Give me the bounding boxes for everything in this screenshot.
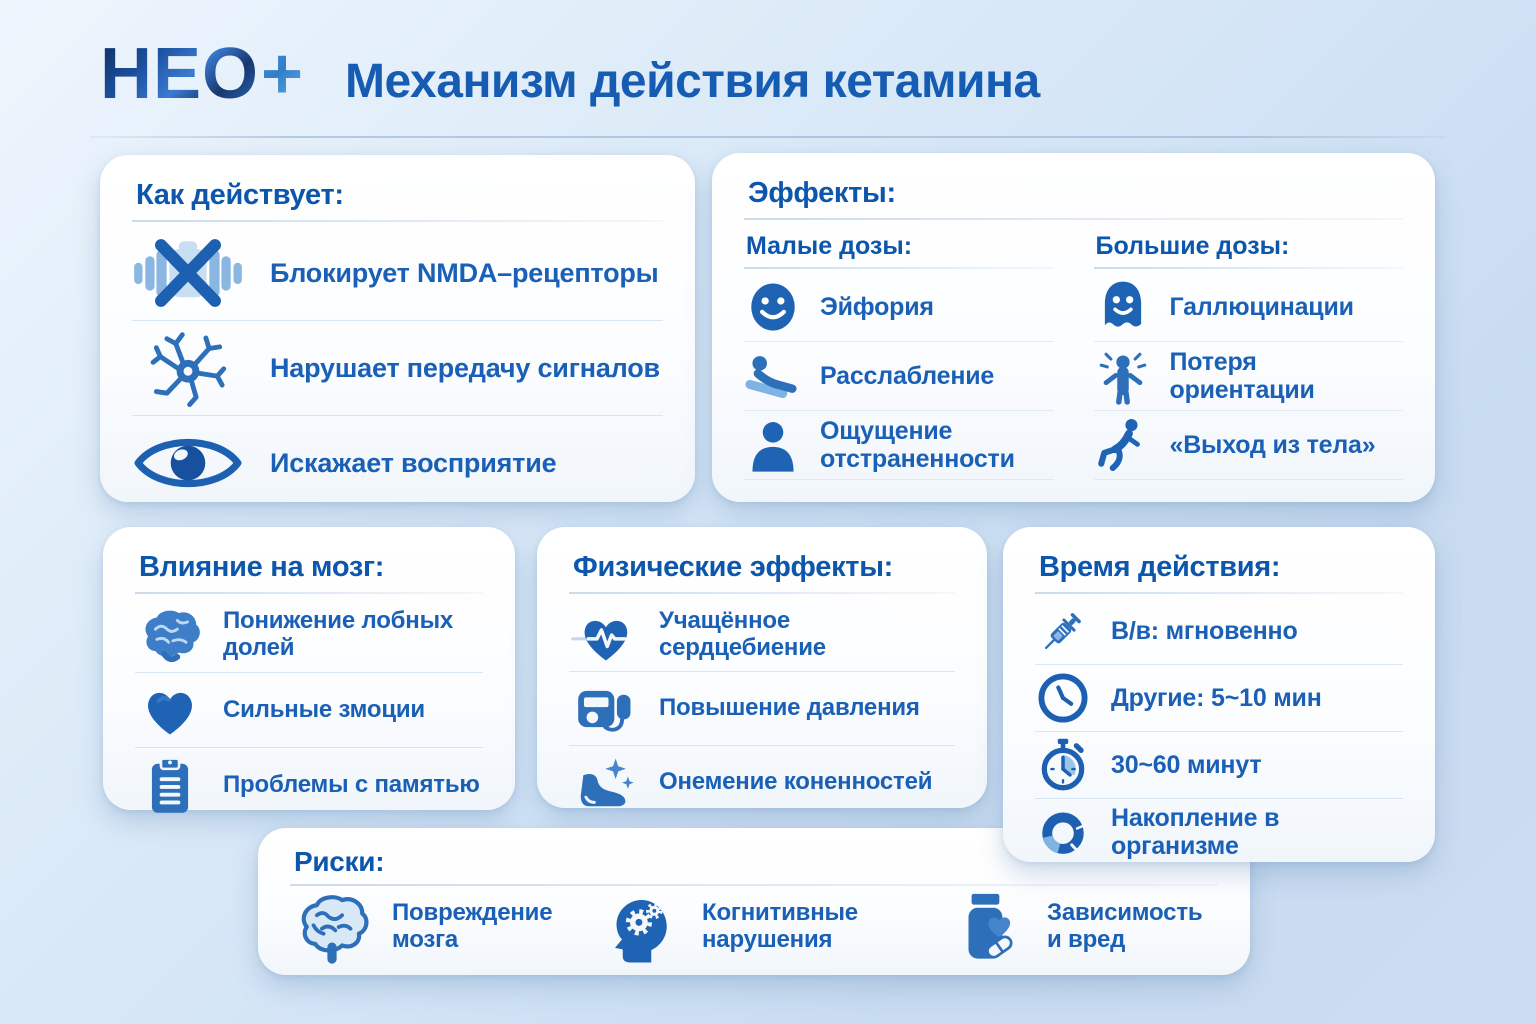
list-item xyxy=(1035,732,1403,799)
column-small-doses xyxy=(744,232,1054,480)
list-item xyxy=(569,672,955,746)
reclining-person-icon xyxy=(744,347,802,405)
list-item xyxy=(132,321,663,416)
logo-text: НЕО xyxy=(100,34,260,114)
pill-bottle-icon xyxy=(945,890,1029,964)
heart-icon xyxy=(135,679,205,741)
person-silhouette-icon xyxy=(744,416,802,474)
risk-row xyxy=(290,890,1218,964)
blocked-nmda-receptor-icon xyxy=(132,234,244,312)
item-label: Потеря ориентации xyxy=(1169,348,1315,404)
divider xyxy=(569,592,955,594)
list-item xyxy=(135,598,483,673)
item-label: Другие: 5~10 мин xyxy=(1111,684,1322,712)
list-item xyxy=(945,890,1218,964)
blood-pressure-monitor-icon xyxy=(569,678,639,740)
card-title: Как действует: xyxy=(136,179,344,211)
disoriented-person-icon xyxy=(1094,347,1152,405)
item-label: Искажает восприятие xyxy=(270,447,557,478)
divider xyxy=(744,218,1403,220)
stopwatch-icon xyxy=(1035,737,1091,793)
divider xyxy=(132,220,663,222)
list-item xyxy=(1094,411,1404,480)
list-item xyxy=(744,342,1054,411)
card-title: Время действия: xyxy=(1039,551,1281,583)
card-title: Эффекты: xyxy=(748,177,896,209)
card-brain-influence xyxy=(103,527,515,810)
item-label: Сильные змоции xyxy=(223,695,425,723)
list-item xyxy=(744,273,1054,342)
item-label: Блокирует NMDA–рецепторы xyxy=(270,257,659,288)
item-label: 30~60 минут xyxy=(1111,751,1262,779)
syringe-icon xyxy=(1035,603,1091,659)
numb-foot-icon xyxy=(569,752,639,814)
list-item xyxy=(1094,273,1404,342)
divider xyxy=(1035,592,1403,594)
divider xyxy=(135,592,483,594)
logo-plus-icon: + xyxy=(261,34,305,114)
list-item xyxy=(1035,799,1403,865)
clock-icon xyxy=(1035,670,1091,726)
smiley-face-icon xyxy=(744,278,802,336)
divider xyxy=(1094,267,1404,269)
card-title: Риски: xyxy=(294,846,385,877)
floating-person-icon xyxy=(1094,416,1152,474)
head-gears-icon xyxy=(600,890,684,964)
heart-pulse-icon xyxy=(569,604,639,666)
neo-plus-logo xyxy=(100,34,305,114)
card-physical-effects xyxy=(537,527,987,808)
item-label: Накопление в организме xyxy=(1111,804,1280,860)
list-item xyxy=(744,411,1054,480)
page-title: Механизм действия кетамина xyxy=(345,55,1040,108)
list-item xyxy=(132,416,663,510)
item-label: Учащённое сердцебиение xyxy=(659,606,826,661)
list-item xyxy=(1035,598,1403,665)
divider xyxy=(290,884,1218,886)
item-label: Повышение давления xyxy=(659,694,920,722)
list-item xyxy=(600,890,945,964)
card-title: Физические эффекты: xyxy=(573,551,894,583)
card-title: Влияние на мозг: xyxy=(139,551,385,583)
ghost-icon xyxy=(1094,278,1152,336)
item-label: Повреждение мозга xyxy=(392,899,553,953)
item-label: Зависимость и вред xyxy=(1047,899,1203,953)
clipboard-icon xyxy=(135,754,205,816)
header-divider xyxy=(90,136,1446,138)
item-label: Расслабление xyxy=(820,362,995,390)
column-large-doses xyxy=(1094,232,1404,480)
brain-icon xyxy=(135,604,205,666)
item-label: Когнитивные нарушения xyxy=(702,899,858,953)
item-label: Онемение коненностей xyxy=(659,768,933,796)
list-item xyxy=(1094,342,1404,411)
item-label: Галлюцинации xyxy=(1169,293,1354,321)
card-how-it-works xyxy=(100,155,695,502)
list-item xyxy=(569,746,955,819)
list-item xyxy=(569,598,955,672)
column-title: Большие дозы: xyxy=(1095,232,1290,260)
list-item xyxy=(1035,665,1403,732)
list-item xyxy=(135,748,483,822)
column-title: Малые дозы: xyxy=(746,232,913,260)
item-label: В/в: мгновенно xyxy=(1111,617,1298,645)
list-item xyxy=(290,890,600,964)
eye-icon xyxy=(132,424,244,502)
divider xyxy=(744,267,1054,269)
item-label: Понижение лобных долей xyxy=(223,607,454,661)
item-label: Эйфория xyxy=(820,293,934,321)
list-item xyxy=(132,226,663,321)
card-effects xyxy=(712,153,1435,502)
damaged-brain-icon xyxy=(290,890,374,964)
item-label: Проблемы с памятью xyxy=(223,770,480,798)
card-time-of-action xyxy=(1003,527,1435,862)
item-label: «Выход из тела» xyxy=(1169,431,1376,459)
donut-chart-icon xyxy=(1035,804,1091,860)
item-label: Ощущение отстраненности xyxy=(820,417,1015,473)
item-label: Нарушает передачу сигналов xyxy=(270,352,660,383)
neuron-icon xyxy=(132,329,244,407)
list-item xyxy=(135,673,483,748)
